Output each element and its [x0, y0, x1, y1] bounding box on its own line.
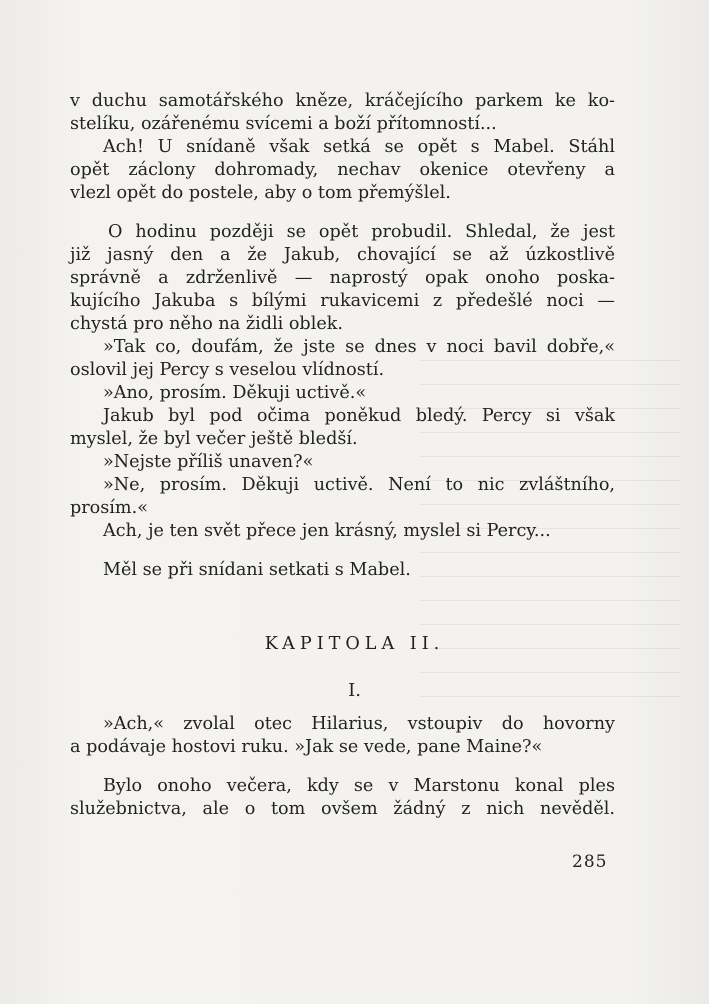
text-line: Ach! U snídaně však setká se opět s Mabel. Stáhl — [103, 137, 615, 157]
text-line: a podávaje hostovi ruku. »Jak se vede, pane Maine?« — [70, 737, 543, 757]
text-line: oslovil jej Percy s veselou vlídností. — [70, 360, 385, 380]
text-line: prosím.« — [70, 498, 148, 518]
text-line: »Ach,« zvolal otec Hilarius, vstoupiv do hovorny — [103, 714, 615, 734]
text-line: opět záclony dohromady, nechav okenice otevřeny a — [70, 160, 615, 180]
text-line: »Tak co, doufám, že jste se dnes v noci bavil dobře,« — [103, 337, 615, 357]
paragraph-morning — [70, 221, 615, 543]
text-line: »Nejste příliš unaven?« — [103, 452, 314, 472]
text-line: kujícího Jakuba s bílými rukavicemi z předešlé noci — — [70, 291, 615, 311]
text-line: Měl se při snídani setkati s Mabel. — [103, 560, 411, 580]
paragraph-continuation — [70, 90, 615, 205]
section-heading: I. — [348, 680, 361, 701]
text-line: v duchu samotářského kněze, kráčejícího parkem ke ko- — [70, 91, 615, 111]
text-line: »Ano, prosím. Děkuji uctivě.« — [103, 383, 367, 403]
text-line: správně a zdrženlivě — naprostý opak onoho poska- — [70, 268, 615, 288]
text-line: již jasný den a že Jakub, chovající se až úzkostlivě — [70, 245, 615, 265]
text-line: služebnictva, ale o tom ovšem žádný z nich nevěděl. — [70, 799, 615, 819]
chapter-heading: KAPITOLA II. — [264, 634, 445, 654]
text-line: »Ne, prosím. Děkuji uctivě. Není to nic zvláštního, — [103, 475, 615, 495]
paragraph-gap — [70, 759, 615, 775]
text-line: Bylo onoho večera, kdy se v Marstonu konal ples — [103, 776, 615, 796]
paragraph-gap — [70, 205, 615, 221]
paragraph-gap — [70, 543, 615, 559]
text-line: myslel, že byl večer ještě bledší. — [70, 429, 358, 449]
page-number: 285 — [572, 852, 608, 872]
text-line: stelíku, ozářenému svícemi a boží přítomností... — [70, 114, 497, 134]
text-line: vlezl opět do postele, aby o tom přemýšlel. — [70, 183, 451, 203]
text-line: Ach, je ten svět přece jen krásný, myslel si Percy... — [103, 521, 551, 541]
text-line: chystá pro něho na židli oblek. — [70, 314, 343, 334]
text-line: Jakub byl pod očima poněkud bledý. Percy si však — [103, 406, 615, 426]
text-line: O hodinu později se opět probudil. Shledal, že jest — [108, 222, 615, 242]
body-text — [70, 90, 615, 582]
chapter-text — [70, 713, 615, 821]
